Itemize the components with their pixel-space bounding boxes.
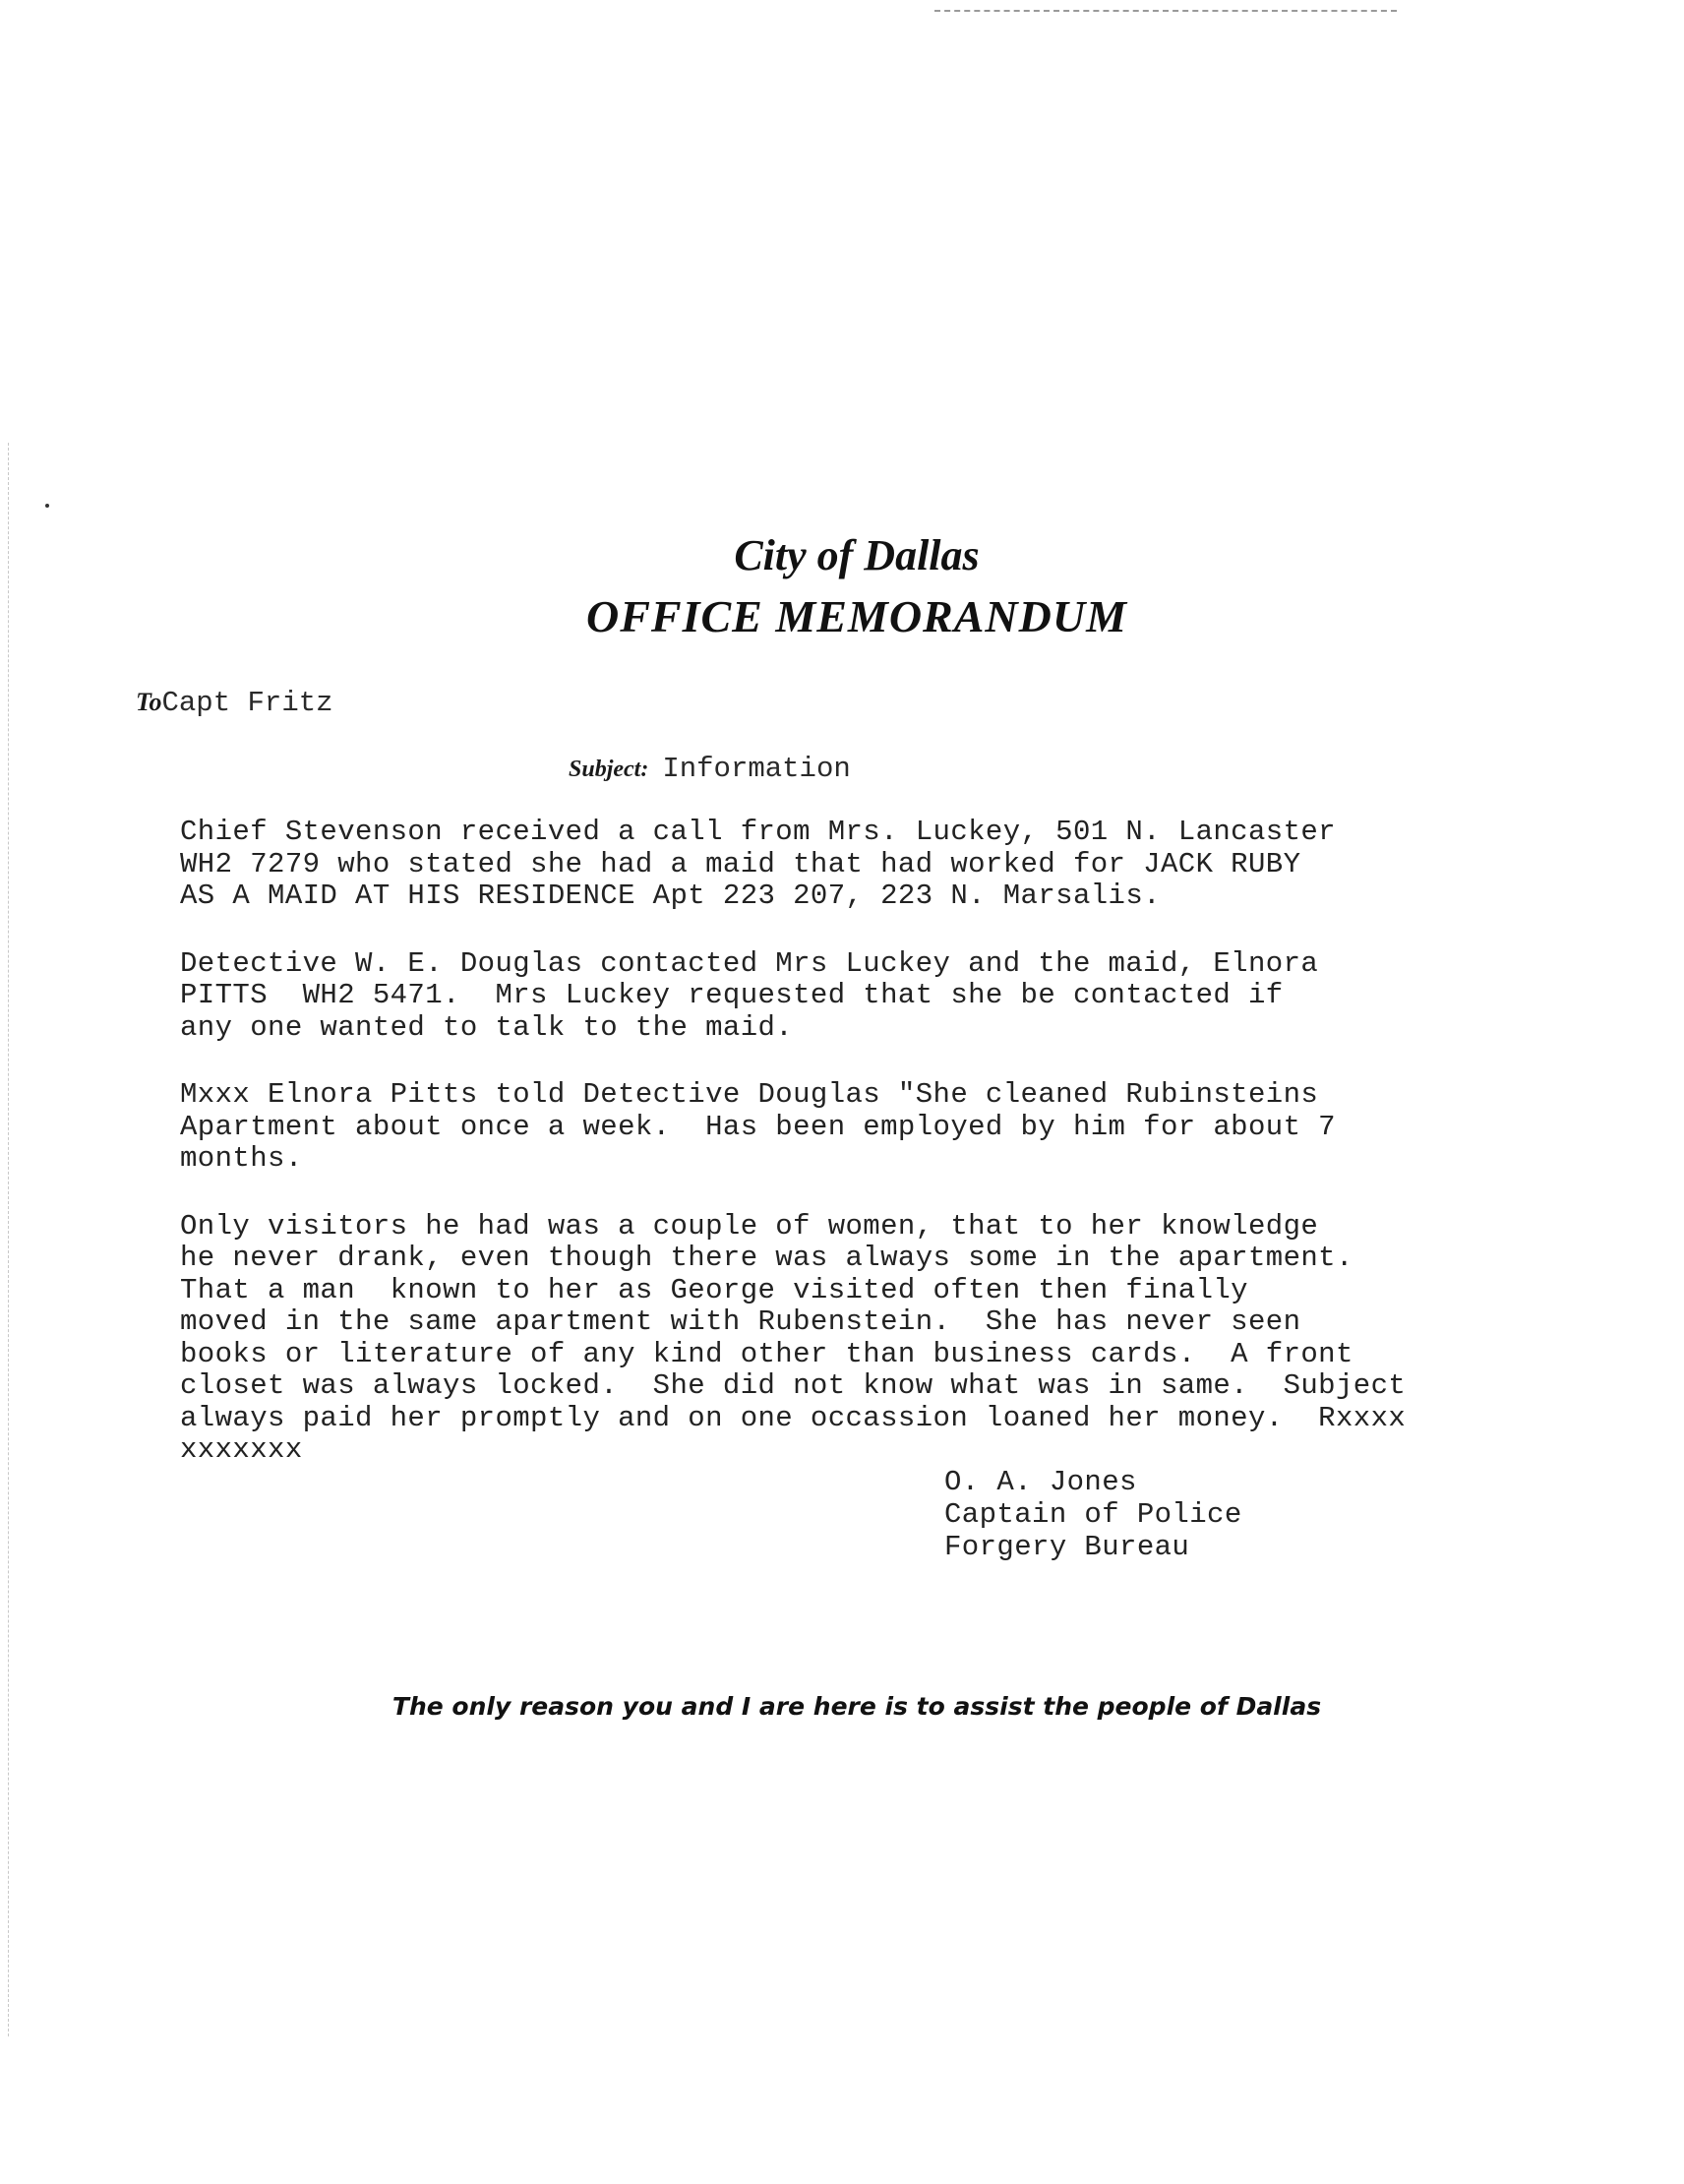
- signature-block: [944, 1466, 1242, 1563]
- paragraph-line: Only visitors he had was a couple of women, that to her knowledge: [180, 1209, 1319, 1243]
- paragraph-line: That a man known to her as George visited often then finally: [180, 1273, 1248, 1306]
- signature-bureau: Forgery Bureau: [944, 1531, 1190, 1563]
- letterhead-title: OFFICE MEMORANDUM: [586, 591, 1127, 641]
- paragraph-line: any one wanted to talk to the maid.: [180, 1010, 794, 1044]
- subject-value: Information: [662, 753, 851, 785]
- paragraph-line: Chief Stevenson received a call from Mrs. Luckey, 501 N. Lancaster: [180, 816, 1336, 848]
- paragraph-line: he never drank, even though there was always some in the apartment.: [180, 1242, 1353, 1274]
- paragraph-line: Detective W. E. Douglas contacted Mrs Luckey and the maid, Elnora: [180, 946, 1319, 980]
- paragraph-line: WH2 7279 who stated she had a maid that had worked for JACK RUBY: [180, 847, 1301, 880]
- subject-label: Subject:: [569, 757, 649, 782]
- paragraph-line: Apartment about once a week. Has been employed by him for about 7: [180, 1110, 1336, 1143]
- paragraph-line: PITTS WH2 5471. Mrs Luckey requested that she be contacted if: [180, 979, 1284, 1011]
- signature-name: O. A. Jones: [944, 1466, 1137, 1498]
- to-label: To: [136, 688, 162, 716]
- paragraph-line: books or literature of any kind other than business cards. A front: [180, 1337, 1353, 1370]
- signature-title: Captain of Police: [944, 1498, 1242, 1531]
- paragraph-line: AS A MAID AT HIS RESIDENCE Apt 223 207, 223 N. Marsalis.: [180, 880, 1161, 912]
- footer-motto: The only reason you and I are here is to assist the people of Dallas: [391, 1692, 1322, 1721]
- paragraph-line: always paid her promptly and on one occassion loaned her money. Rxxxx: [180, 1401, 1407, 1434]
- scan-artifact-dot: [45, 504, 49, 508]
- letterhead: [0, 526, 1684, 648]
- scan-artifact-margin: [8, 443, 9, 2036]
- memo-body: [180, 817, 1577, 1502]
- to-value: Capt Fritz: [161, 687, 333, 719]
- subject-line: [569, 753, 851, 785]
- scan-artifact-top: [934, 10, 1397, 12]
- paragraph-line: months.: [180, 1142, 303, 1175]
- paragraph-4: [180, 1211, 1577, 1467]
- letterhead-city: City of Dallas: [734, 531, 980, 579]
- paragraph-line: Mxxx Elnora Pitts told Detective Douglas "She cleaned Rubinsteins: [180, 1078, 1319, 1111]
- paragraph-1: [180, 817, 1577, 913]
- paragraph-3: [180, 1079, 1577, 1176]
- paragraph-line: xxxxxxx: [180, 1433, 303, 1466]
- to-line: [136, 687, 333, 719]
- paragraph-line: moved in the same apartment with Rubenstein. She has never seen: [180, 1305, 1301, 1338]
- paragraph-line: closet was always locked. She did not know what was in same. Subject: [180, 1369, 1407, 1402]
- paragraph-2: [180, 948, 1577, 1045]
